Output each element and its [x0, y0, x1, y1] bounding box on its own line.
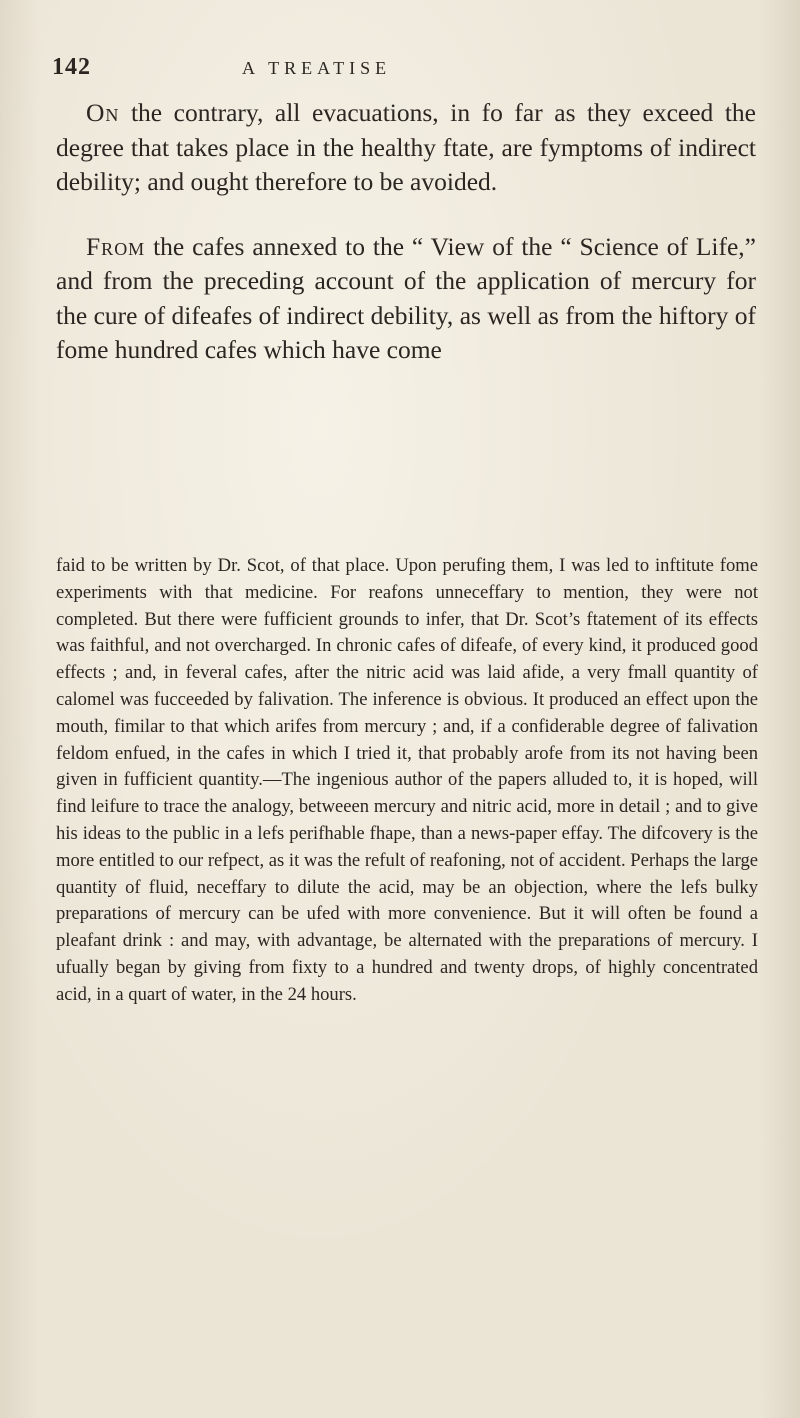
paragraph-1 — [56, 96, 756, 200]
paragraph-2 — [56, 230, 756, 368]
page-number: 142 — [52, 54, 91, 80]
paragraph-2-body: the cafes annexed to the “ View of the “ Science of Life,” and from the preceding account of the application of mercury for the cure of difeafes of indirect debility, as well as from the hiftory of fome hundred cafes which have come — [56, 231, 756, 364]
paragraph-1-lead: On — [86, 98, 120, 127]
running-head: A TREATISE — [242, 58, 392, 78]
footnote-paragraph: faid to be written by Dr. Scot, of that place. Upon perufing them, I was led to inftitute fome experiments with that medicine. For reafons unneceffary to mention, they were not completed. But there were fufficient grounds to infer, that Dr. Scot’s ftatement of its effects was faithful, and not overcharged. In chronic cafes of difeafe, of every kind, it produced good effects ; and, in feveral cafes, after the nitric acid was laid afide, a very fmall quantity of calomel was fucceeded by falivation. The inference is obvious. It produced an effect upon the mouth, fimilar to that which arifes from mercury ; and, if a confiderable degree of falivation feldom enfued, in the cafes in which I tried it, that probably arofe from its not having been given in fufficient quantity.—The ingenious author of the papers alluded to, it is hoped, will find leifure to trace the analogy, betweeen mercury and nitric acid, more in detail ; and to give his ideas to the public in a lefs perifhable fhape, than a news-paper effay. The difcovery is the more entitled to our refpect, as it was the refult of reafoning, not of accident. Perhaps the large quantity of fluid, neceffary to dilute the acid, may be an objection, where the lefs bulky preparations of mercury can be ufed with more convenience. But it will often be found a pleafant drink : and may, with advantage, be alternated with the preparations of mercury. I ufually began by giving from fixty to a hundred and twenty drops, of highly concentrated acid, in a quart of water, in the 24 hours. — [56, 555, 758, 1005]
page-header — [52, 52, 752, 92]
paragraph-2-lead: From — [86, 231, 146, 261]
footnote-block — [56, 553, 758, 1009]
paragraph-1-body: the contrary, all evacuations, in fo far as they exceed the degree that takes place in the healthy ftate, are fymptoms of indirect debility; and ought therefore to be avoided. — [56, 98, 756, 196]
main-text-block — [56, 96, 756, 368]
